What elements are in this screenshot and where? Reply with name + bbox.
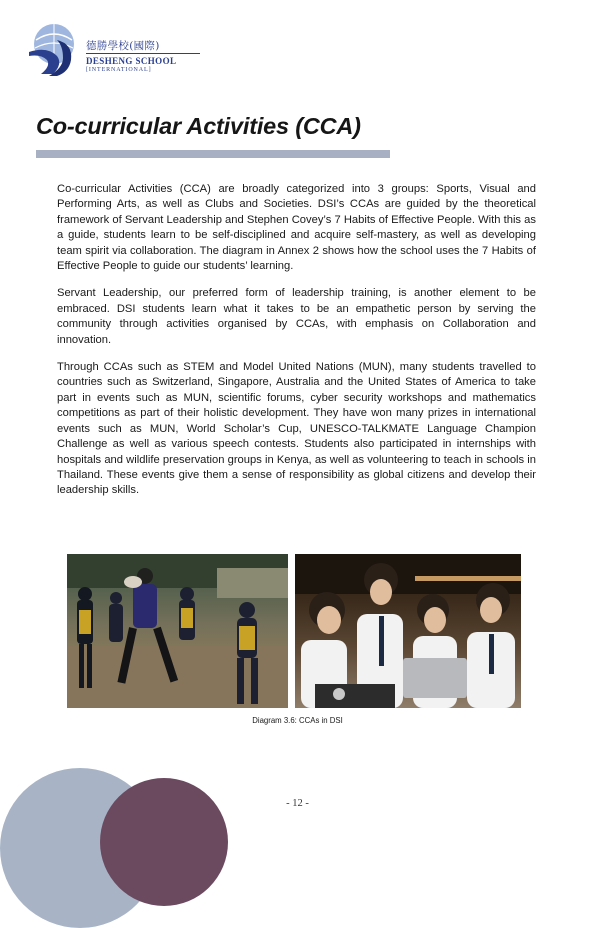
- page-title: Co-curricular Activities (CCA): [36, 113, 361, 139]
- school-crest-icon: [27, 20, 81, 78]
- page-number: - 12 -: [286, 798, 309, 809]
- figure-caption: Diagram 3.6: CCAs in DSI: [252, 716, 343, 725]
- paragraph-servant-leadership: Servant Leadership, our preferred form of leadership training, is another element to be embraced. DSI students learn what it takes to be an empathetic person by serving the community through activities organised by CCAs, with emphasis on Collaboration and innovation.: [57, 287, 536, 346]
- school-logo: [27, 20, 187, 80]
- title-underline-bar: [36, 150, 390, 158]
- paragraph-cca-overview: Co-curricular Activities (CCA) are broadly categorized into 3 groups: Sports, Visual and Performing Arts, as well as Clubs and Societies. DSI’s CCAs are guided by the theoretical framework of Servant Leadership and Stephen Covey’s 7 Habits of Effective People. With this as a guide, students learn to be self-disciplined and acquire self-mastery, as well as developing team spirit via collaboration. The diagram in Annex 2 shows how the school uses the 7 Habits of Effective People to guide our students’ learning.: [57, 183, 536, 273]
- logo-divider: [86, 53, 200, 54]
- photo-stem-students: [295, 554, 521, 708]
- paragraph-international-events: Through CCAs such as STEM and Model United Nations (MUN), many students travelled to countries such as Switzerland, Singapore, Australia and the United States of America to take part in events such as MUN, scientific forums, cyber security workshops and mathematics competitions as part of their holistic development. They have won many prizes in international events such as MUN, World Scholar’s Cup, UNESCO-TALKMATE Language Champion Challenge as well as various speech contests. Students also participated in internships with hospitals and wildlife preservation groups in Kenya, as well as volunteering to teach in schools in Thailand. These events give them a sense of responsibility as global citizens and develop their leadership skills.: [57, 361, 536, 497]
- photo-rugby-students: [67, 554, 288, 708]
- logo-english-name: DESHENG SCHOOL: [86, 56, 177, 66]
- logo-subtitle: [INTERNATIONAL]: [86, 67, 152, 73]
- logo-chinese-name: 德勝學校(國際): [86, 40, 160, 52]
- body-text: [57, 182, 536, 511]
